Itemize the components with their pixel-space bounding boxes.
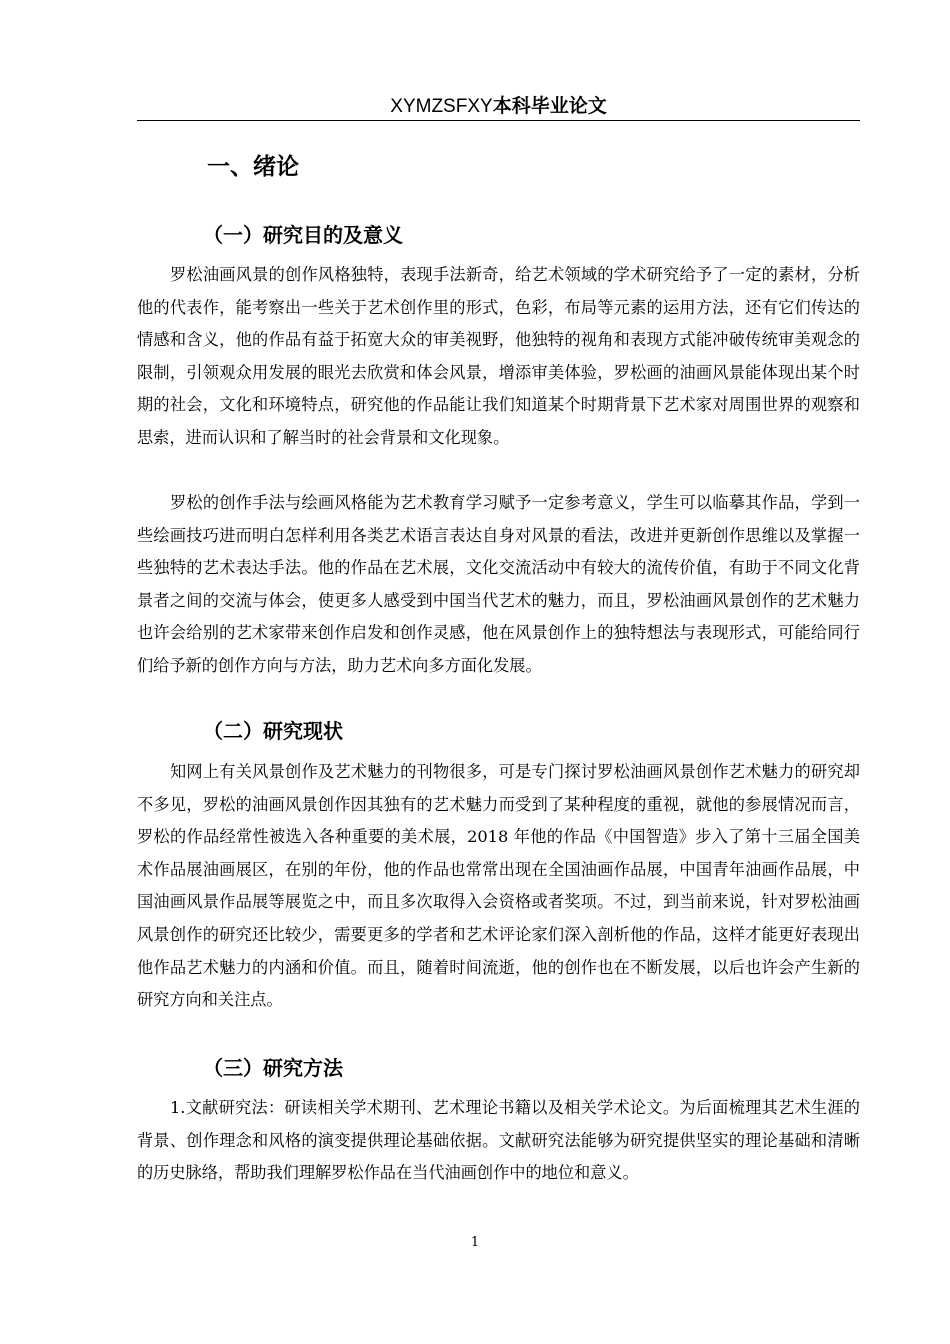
page-header	[137, 93, 860, 119]
header-rule	[137, 120, 860, 121]
section-title-status: （二）研究现状	[203, 719, 343, 743]
paragraph-status-1: 知网上有关风景创作及艺术魅力的刊物很多，可是专门探讨罗松油画风景创作艺术魅力的研究却不多见，罗松的油画风景创作因其独有的艺术魅力而受到了某种程度的重视，就他的参展情况而言，罗松的作品经常性被选入各种重要的美术展，2018 年他的作品《中国智造》步入了第十三届全国美术作品展油画展区，在别的年份，他的作品也常常出现在全国油画作品展，中国青年油画作品展，中国油画风景作品展等展览之中，而且多次取得入会资格或者奖项。不过，到当前来说，针对罗松油画风景创作的研究还比较少，需要更多的学者和艺术评论家们深入剖析他的作品，这样才能更好表现出他作品艺术魅力的内涵和价值。而且，随着时间流逝，他的创作也在不断发展，以后也许会产生新的研究方向和关注点。	[137, 762, 860, 1010]
section-title-methods: （三）研究方法	[203, 1056, 343, 1080]
chapter-title: 一、绪论	[207, 154, 299, 180]
paragraph-purpose-2: 罗松的创作手法与绘画风格能为艺术教育学习赋予一定参考意义，学生可以临摹其作品，学到一些绘画技巧进而明白怎样利用各类艺术语言表达自身对风景的看法，改进并更新创作思维以及掌握一些独特的艺术表达手法。他的作品在艺术展，文化交流活动中有较大的流传价值，有助于不同文化背景者之间的交流与体会，使更多人感受到中国当代艺术的魅力，而且，罗松油画风景创作的艺术魅力也许会给别的艺术家带来创作启发和创作灵感，他在风景创作上的独特想法与表现形式，可能给同行们给予新的创作方向与方法，助力艺术向多方面化发展。	[137, 493, 860, 675]
paragraph-methods-1: 1.文献研究法：研读相关学术期刊、艺术理论书籍以及相关学术论文。为后面梳理其艺术生涯的背景、创作理念和风格的演变提供理论基础依据。文献研究法能够为研究提供坚实的理论基础和清晰的历史脉络，帮助我们理解罗松作品在当代油画创作中的地位和意义。	[137, 1098, 860, 1183]
page-number: 1	[470, 1235, 480, 1250]
header-code: XYMZSFXY	[390, 96, 493, 117]
section-title-purpose: （一）研究目的及意义	[203, 223, 403, 247]
header-label: 本科毕业论文	[492, 95, 607, 117]
paragraph-purpose-1: 罗松油画风景的创作风格独特，表现手法新奇，给艺术领域的学术研究给予了一定的素材，分析他的代表作，能考察出一些关于艺术创作里的形式，色彩，布局等元素的运用方法，还有它们传达的情感和含义，他的作品有益于拓宽大众的审美视野，他独特的视角和表现方式能冲破传统审美观念的限制，引领观众用发展的眼光去欣赏和体会风景，增添审美体验，罗松画的油画风景能体现出某个时期的社会，文化和环境特点，研究他的作品能让我们知道某个时期背景下艺术家对周围世界的观察和思索，进而认识和了解当时的社会背景和文化现象。	[137, 265, 860, 447]
